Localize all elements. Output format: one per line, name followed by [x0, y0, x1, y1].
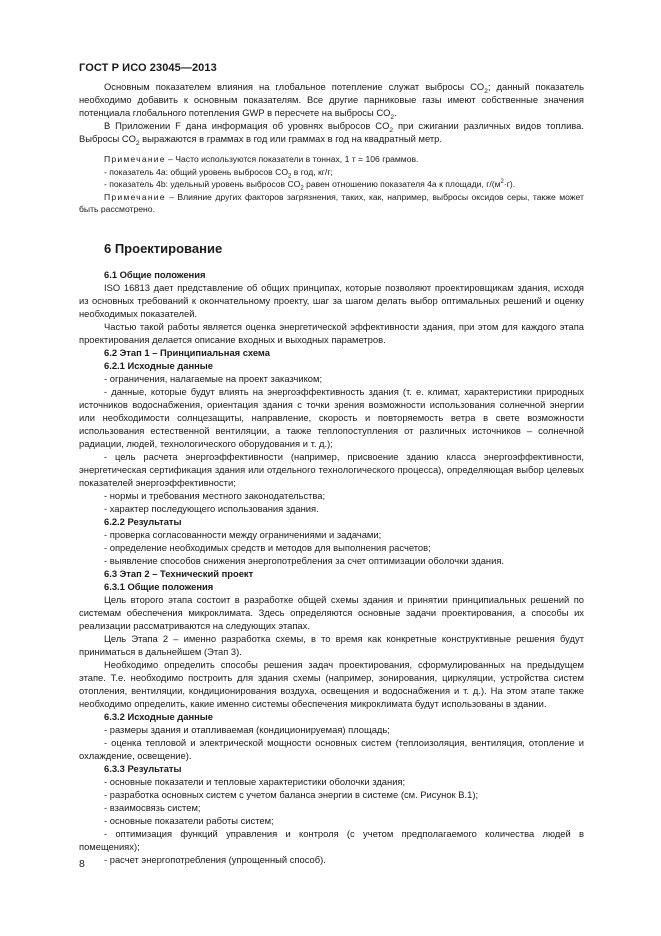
heading-6-2-2: 6.2.2 Результаты	[104, 515, 182, 527]
list-item: - оценка тепловой и электрической мощности основных систем (теплоизоляция, вентиляция, отопление и охлаждение, освещение).	[79, 736, 584, 761]
paragraph: Необходимо определить способы решения задач проектирования, сформулированных на предыдущем этапе. Т.е. необходимо построить для здания схемы (например, зонирования, циркуляции, устройства систем отопления, вентиляции, кондиционирования воздуха, освещения и водоснабжения и т. д.). На этом этапе также необходимо определить, какие именно системы обеспечения микроклимата будут использованы в здании.	[79, 658, 584, 709]
list-item: - характер последующего использования здания.	[104, 502, 319, 514]
document-body	[79, 80, 584, 866]
list-item: - данные, которые будут влиять на энергоэффективность здания (т. е. климат, характеристики природных источников водоснабжения, ориентация здания с точки зрения возможности использования солнечной энергии или необходимости солнцезащиты, направление, скорость и повторяемость ветра в свете возможности использования естественной вентиляции, а также теплопоступления от различных источников – солнечной радиации, людей, технологического оборудования и т. д.);	[79, 385, 584, 449]
note-label: Примечание	[104, 154, 166, 164]
list-item: - нормы и требования местного законодательства;	[104, 489, 326, 501]
list-item: - определение необходимых средств и методов для выполнения расчетов;	[104, 541, 431, 553]
list-item: - основные показатели и тепловые характеристики оболочки здания;	[104, 775, 406, 787]
list-item: - размеры здания и отапливаемая (кондиционируемая) площадь;	[104, 723, 390, 735]
list-item: - ограничения, налагаемые на проект заказчиком;	[104, 372, 323, 384]
heading-6-3: 6.3 Этап 2 – Технический проект	[104, 567, 254, 579]
note-1: Примечание – Часто используются показатели в тоннах, 1 т = 106 граммов.	[104, 154, 419, 164]
heading-6-3-1: 6.3.1 Общие положения	[104, 580, 214, 592]
list-item: - разработка основных систем с учетом баланса энергии в системе (см. Рисунок В.1);	[104, 788, 479, 800]
note-indicator-4a: - показатель 4а: общий уровень выбросов $CO_2$ в год, кг/г;	[104, 166, 333, 180]
paragraph: ISO 16813 дает представление об общих принципах, которые позволяют проектировщикам здания, исходя из основных требований к окончательному проекту, шаг за шагом делать выбор оптимальных решений и оценку необходимых показателей.	[79, 281, 584, 319]
list-item: - взаимосвязь систем;	[104, 801, 201, 813]
document-header: ГОСТ Р ИСО 23045—2013	[79, 62, 217, 74]
heading-6-2: 6.2 Этап 1 – Принципиальная схема	[104, 346, 270, 358]
section-title: 6 Проектирование	[104, 240, 223, 256]
page-number: 8	[79, 858, 85, 870]
list-item: - проверка согласованности между ограничениями и задачами;	[104, 528, 382, 540]
paragraph-annex-f: В Приложении F дана информация об уровнях выбросов $CO_2$ при сжигании различных видов топлива. Выбросы $CO_2$ выражаются в граммах в год или граммах в год на квадратный метр.	[79, 120, 584, 147]
list-item: - выявление способов снижения энергопотребления за счет оптимизации оболочки здания.	[104, 554, 505, 566]
paragraph-co2-emissions: Основным показателем влияния на глобальное потепление служат выбросы $CO_2$; данный показатель необходимо добавить к основным показателям. Все другие парниковые газы имеют собственные значения потенциала глобального потепления GWP в пересчете на выбросы $CO_2$.	[79, 81, 584, 121]
paragraph: Цель Этапа 2 – именно разработка схемы, в то время как конкретные конструктивные решения будут приниматься в дальнейшем (Этап 3).	[79, 632, 584, 657]
paragraph: Частью такой работы является оценка энергетической эффективности здания, при этом для каждого этапа проектирования делается описание входных и выходных параметров.	[79, 320, 584, 345]
heading-6-3-3: 6.3.3 Результаты	[104, 762, 182, 774]
list-item: - основные показатели работы систем;	[104, 814, 274, 826]
heading-6-1: 6.1 Общие положения	[104, 268, 206, 280]
note-label: Примечание	[104, 191, 166, 202]
note-2: Примечание – Влияние других факторов загрязнения, таких, как, например, выбросы оксидов серы, также может быть рассмотрено.	[79, 191, 584, 214]
heading-6-3-2: 6.3.2 Исходные данные	[104, 710, 214, 722]
note-indicator-4b: - показатель 4b: удельный уровень выбросов $CO_2$ равен отношению показателя 4а к площади, $г/(м^2\cdot г)$.	[104, 179, 516, 192]
list-item: - цель расчета энергоэффективности (например, присвоение зданию класса энергоэффективности, энергетическая сертификация здания или отдельного технологического процесса), определяющая выбор целевых показателей энергоэффективности;	[79, 450, 584, 488]
paragraph: Цель второго этапа состоит в разработке общей схемы здания и принятии принципиальных решений по системам обеспечения микроклимата. Здесь определяются основные задачи проектирования, а способы их реализации рассматриваются на следующих этапах.	[79, 593, 584, 631]
list-item: - расчет энергопотребления (упрощенный способ).	[104, 853, 326, 865]
heading-6-2-1: 6.2.1 Исходные данные	[104, 359, 214, 371]
list-item: - оптимизация функций управления и контроля (с учетом предполагаемого количества людей в помещениях);	[79, 827, 584, 852]
